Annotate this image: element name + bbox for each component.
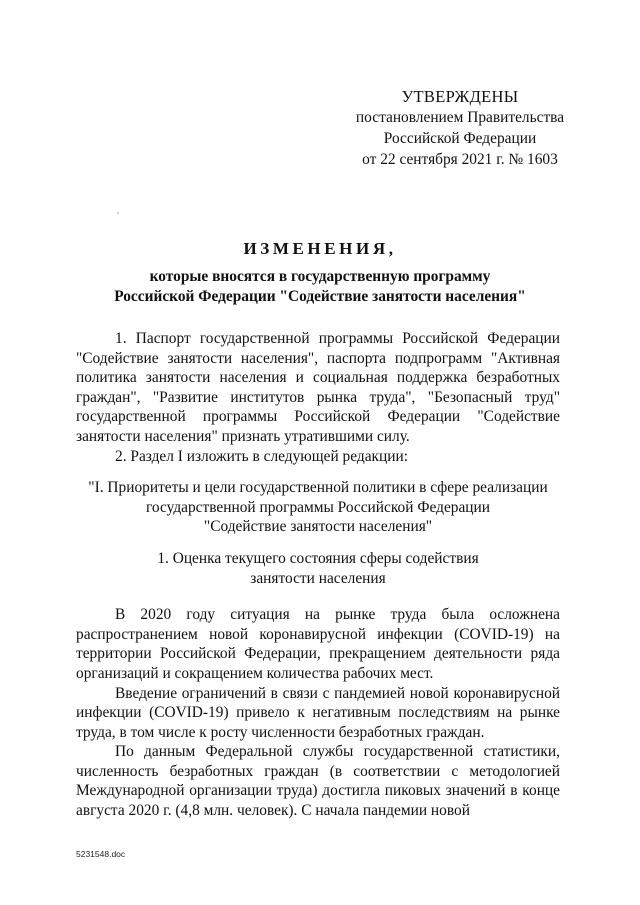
document-file-code: 5231548.doc <box>76 849 126 859</box>
title-sub-line-1: которые вносятся в государственную программу <box>149 268 491 285</box>
approval-stamp-block <box>340 86 580 170</box>
document-title <box>60 238 580 307</box>
title-sub-line-2: Российской Федерации "Содействие занятости населения" <box>114 288 526 305</box>
section-heading-line-3: "Содействие занятости населения" <box>203 518 433 536</box>
paragraph-3: В 2020 году ситуация на рынке труда была осложнена распространением новой коронавирусной инфекции (COVID-19) на территории Российской Федерации, прекращением деятельности ряда организаций и сокращением количества рабочих мест. <box>76 606 560 682</box>
section-heading-line-1: "I. Приоритеты и цели государственной политики в сфере реализации <box>88 479 548 497</box>
section-heading <box>76 478 560 537</box>
approval-line-1: постановлением Правительства <box>355 109 565 126</box>
paragraph-5: По данным Федеральной службы государственной статистики, численность безработных граждан (в соответствии с методологией Международной организации труда) достигла пиковых значений в конце августа 2020 г. (4,8 млн. человек). С начала пандемии новой <box>76 743 560 820</box>
title-subtitle <box>60 267 580 307</box>
paragraph-4: Введение ограничений в связи с пандемией новой коронавирусной инфекции (COVID-19) привело к негативным последствиям на рынке труда, в том числе к росту численности безработных граждан. <box>76 684 560 741</box>
document-body <box>76 329 560 821</box>
section-heading-line-2: государственной программы Российской Федерации <box>145 498 491 516</box>
subsection-heading-line-1: 1. Оценка текущего состояния сферы содействия <box>157 549 479 567</box>
subsection-heading-line-2: занятости населения <box>250 569 386 587</box>
paragraph-1: 1. Паспорт государственной программы Российской Федерации "Содействие занятости населения", паспорта подпрограмм "Активная политика занятости населения и социальная поддержка безработных граждан", "Развитие институтов рынка труда", "Безопасный труд" государственной программы Российской Федерации "Содействие занятости населения" признать утратившими силу. <box>76 330 560 445</box>
approval-line-2: Российской Федерации <box>383 130 537 147</box>
approval-heading: УТВЕРЖДЕНЫ <box>401 87 519 106</box>
scan-speck <box>117 212 119 214</box>
subsection-heading <box>76 549 560 588</box>
paragraph-2: 2. Раздел I изложить в следующей редакции: <box>115 447 409 465</box>
approval-line-3: от 22 сентября 2021 г. № 1603 <box>362 151 558 168</box>
title-main: ИЗМЕНЕНИЯ, <box>243 239 397 258</box>
